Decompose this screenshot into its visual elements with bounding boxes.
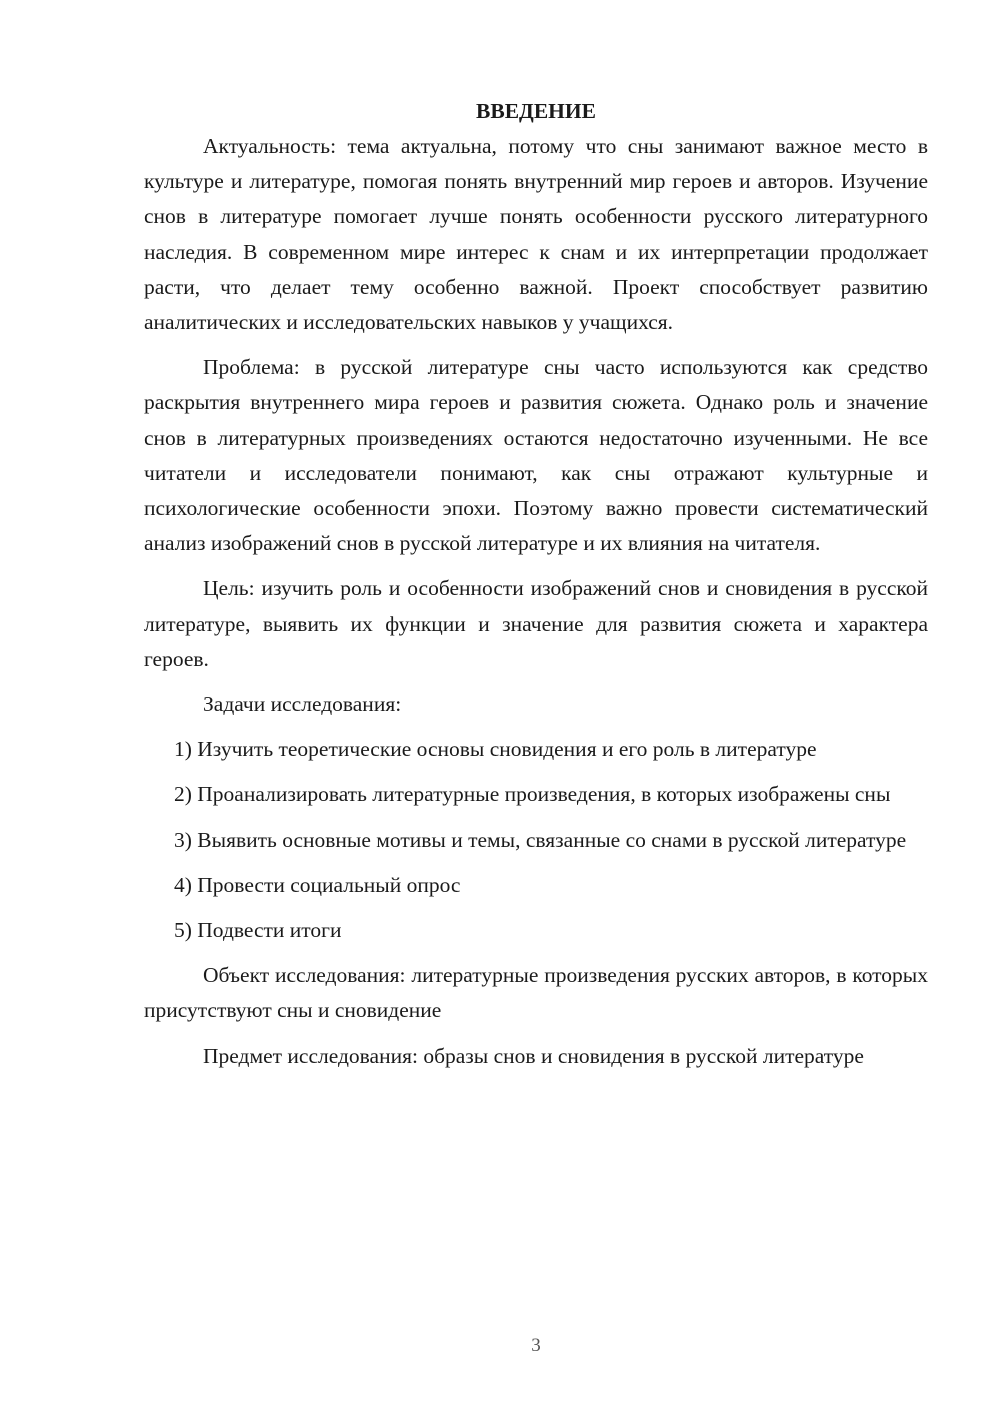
section-title: ВВЕДЕНИЕ <box>476 99 596 123</box>
paragraph-object: Объект исследования: литературные произведения русских авторов, в которых присутствуют сны и сновидение <box>144 963 928 1023</box>
task-item-3: 3) Выявить основные мотивы и темы, связанные со снами в русской литературе <box>174 827 907 852</box>
paragraph-subject: Предмет исследования: образы снов и сновидения в русской литературе <box>203 1043 864 1068</box>
task-item-4: 4) Провести социальный опрос <box>174 872 461 897</box>
paragraph-relevance: Актуальность: тема актуальна, потому что сны занимают важное место в культуре и литературе, помогая понять внутренний мир героев и авторов. Изучение снов в литературе помогает лучше понять особенности русского литературного наследия. В современном мире интерес к снам и их интерпретации продолжает расти, что делает тему особенно важной. Проект способствует развитию аналитических и исследовательских навыков у учащихся. <box>144 134 928 335</box>
paragraph-goal: Цель: изучить роль и особенности изображений снов и сновидения в русской литературе, выявить их функции и значение для развития сюжета и характера героев. <box>144 576 928 671</box>
page-number: 3 <box>531 1335 541 1356</box>
page-content <box>144 94 928 1084</box>
task-item-2: 2) Проанализировать литературные произведения, в которых изображены сны <box>174 782 891 807</box>
task-item-1: 1) Изучить теоретические основы сновидения и его роль в литературе <box>174 737 817 762</box>
task-item-5: 5) Подвести итоги <box>174 918 342 943</box>
paragraph-problem: Проблема: в русской литературе сны часто используются как средство раскрытия внутреннего мира героев и развития сюжета. Однако роль и значение снов в литературных произведениях остаются недостаточно изученными. Не все читатели и исследователи понимают, как сны отражают культурные и психологические особенности эпохи. Поэтому важно провести систематический анализ изображений снов в русской литературе и их влияния на читателя. <box>144 355 928 556</box>
paragraph-tasks-heading: Задачи исследования: <box>203 692 402 717</box>
